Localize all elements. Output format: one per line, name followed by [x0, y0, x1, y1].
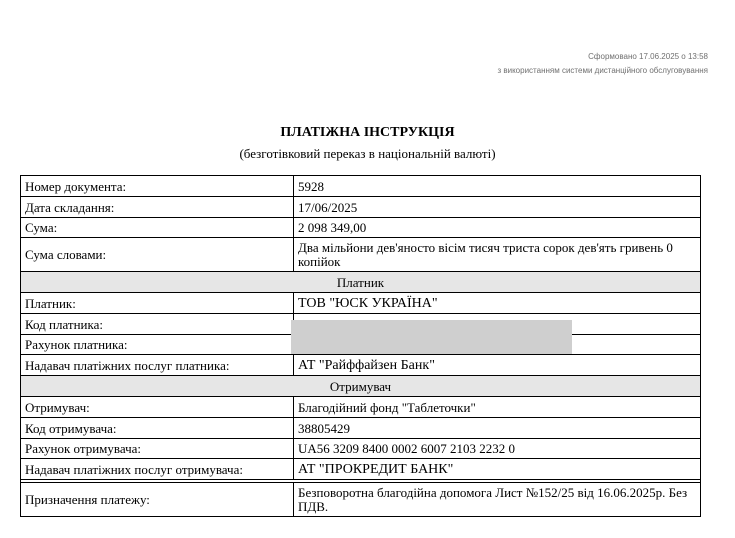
- value-payer-name: ТОВ "ЮСК УКРАЇНА": [294, 293, 701, 314]
- label-payer-code: Код платника:: [21, 314, 294, 335]
- label-amount: Сума:: [21, 218, 294, 238]
- system-note: з використанням системи дистанційного обслуговування: [497, 66, 708, 75]
- row-amount-words: [21, 238, 701, 272]
- row-recipient-bank: [21, 459, 701, 480]
- value-recipient-code: 38805429: [294, 418, 701, 439]
- section-recipient-title: Отримувач: [21, 376, 701, 397]
- document-title: ПЛАТІЖНА ІНСТРУКЦІЯ: [280, 125, 455, 140]
- label-amount-words: Сума словами:: [21, 238, 294, 272]
- row-document-number: [21, 176, 701, 197]
- value-date: 17/06/2025: [294, 197, 701, 218]
- row-amount: [21, 218, 701, 238]
- label-purpose: Призначення платежу:: [21, 483, 294, 517]
- redaction-box: [291, 320, 572, 354]
- row-purpose: [21, 483, 701, 517]
- value-payer-bank: АТ "Райффайзен Банк": [294, 355, 701, 376]
- row-payer-bank: [21, 355, 701, 376]
- document-subtitle: (безготівковий переказ в національній валюті): [239, 146, 496, 161]
- label-document-number: Номер документа:: [21, 176, 294, 197]
- row-recipient-name: [21, 397, 701, 418]
- label-payer-account: Рахунок платника:: [21, 335, 294, 355]
- value-amount: 2 098 349,00: [294, 218, 701, 238]
- value-recipient-bank: АТ "ПРОКРЕДИТ БАНК": [294, 459, 701, 480]
- label-recipient-code: Код отримувача:: [21, 418, 294, 439]
- label-recipient-account: Рахунок отримувача:: [21, 439, 294, 459]
- value-recipient-account: UA56 3209 8400 0002 6007 2103 2232 0: [294, 439, 701, 459]
- row-recipient-account: [21, 439, 701, 459]
- label-payer-name: Платник:: [21, 293, 294, 314]
- row-date: [21, 197, 701, 218]
- label-date: Дата складання:: [21, 197, 294, 218]
- label-recipient-name: Отримувач:: [21, 397, 294, 418]
- generated-timestamp: Сформовано 17.06.2025 о 13:58: [588, 52, 708, 61]
- label-recipient-bank: Надавач платіжних послуг отримувача:: [21, 459, 294, 480]
- value-amount-words: Два мільйони дев'яносто вісім тисяч триста сорок дев'ять гривень 0 копійок: [294, 238, 701, 272]
- section-payer-title: Платник: [21, 272, 701, 293]
- value-purpose: Безповоротна благодійна допомога Лист №152/25 від 16.06.2025р. Без ПДВ.: [294, 483, 701, 517]
- section-recipient: [21, 376, 701, 397]
- label-payer-bank: Надавач платіжних послуг платника:: [21, 355, 294, 376]
- section-payer: [21, 272, 701, 293]
- value-document-number: 5928: [294, 176, 701, 197]
- row-payer-name: [21, 293, 701, 314]
- value-recipient-name: Благодійний фонд "Таблеточки": [294, 397, 701, 418]
- row-recipient-code: [21, 418, 701, 439]
